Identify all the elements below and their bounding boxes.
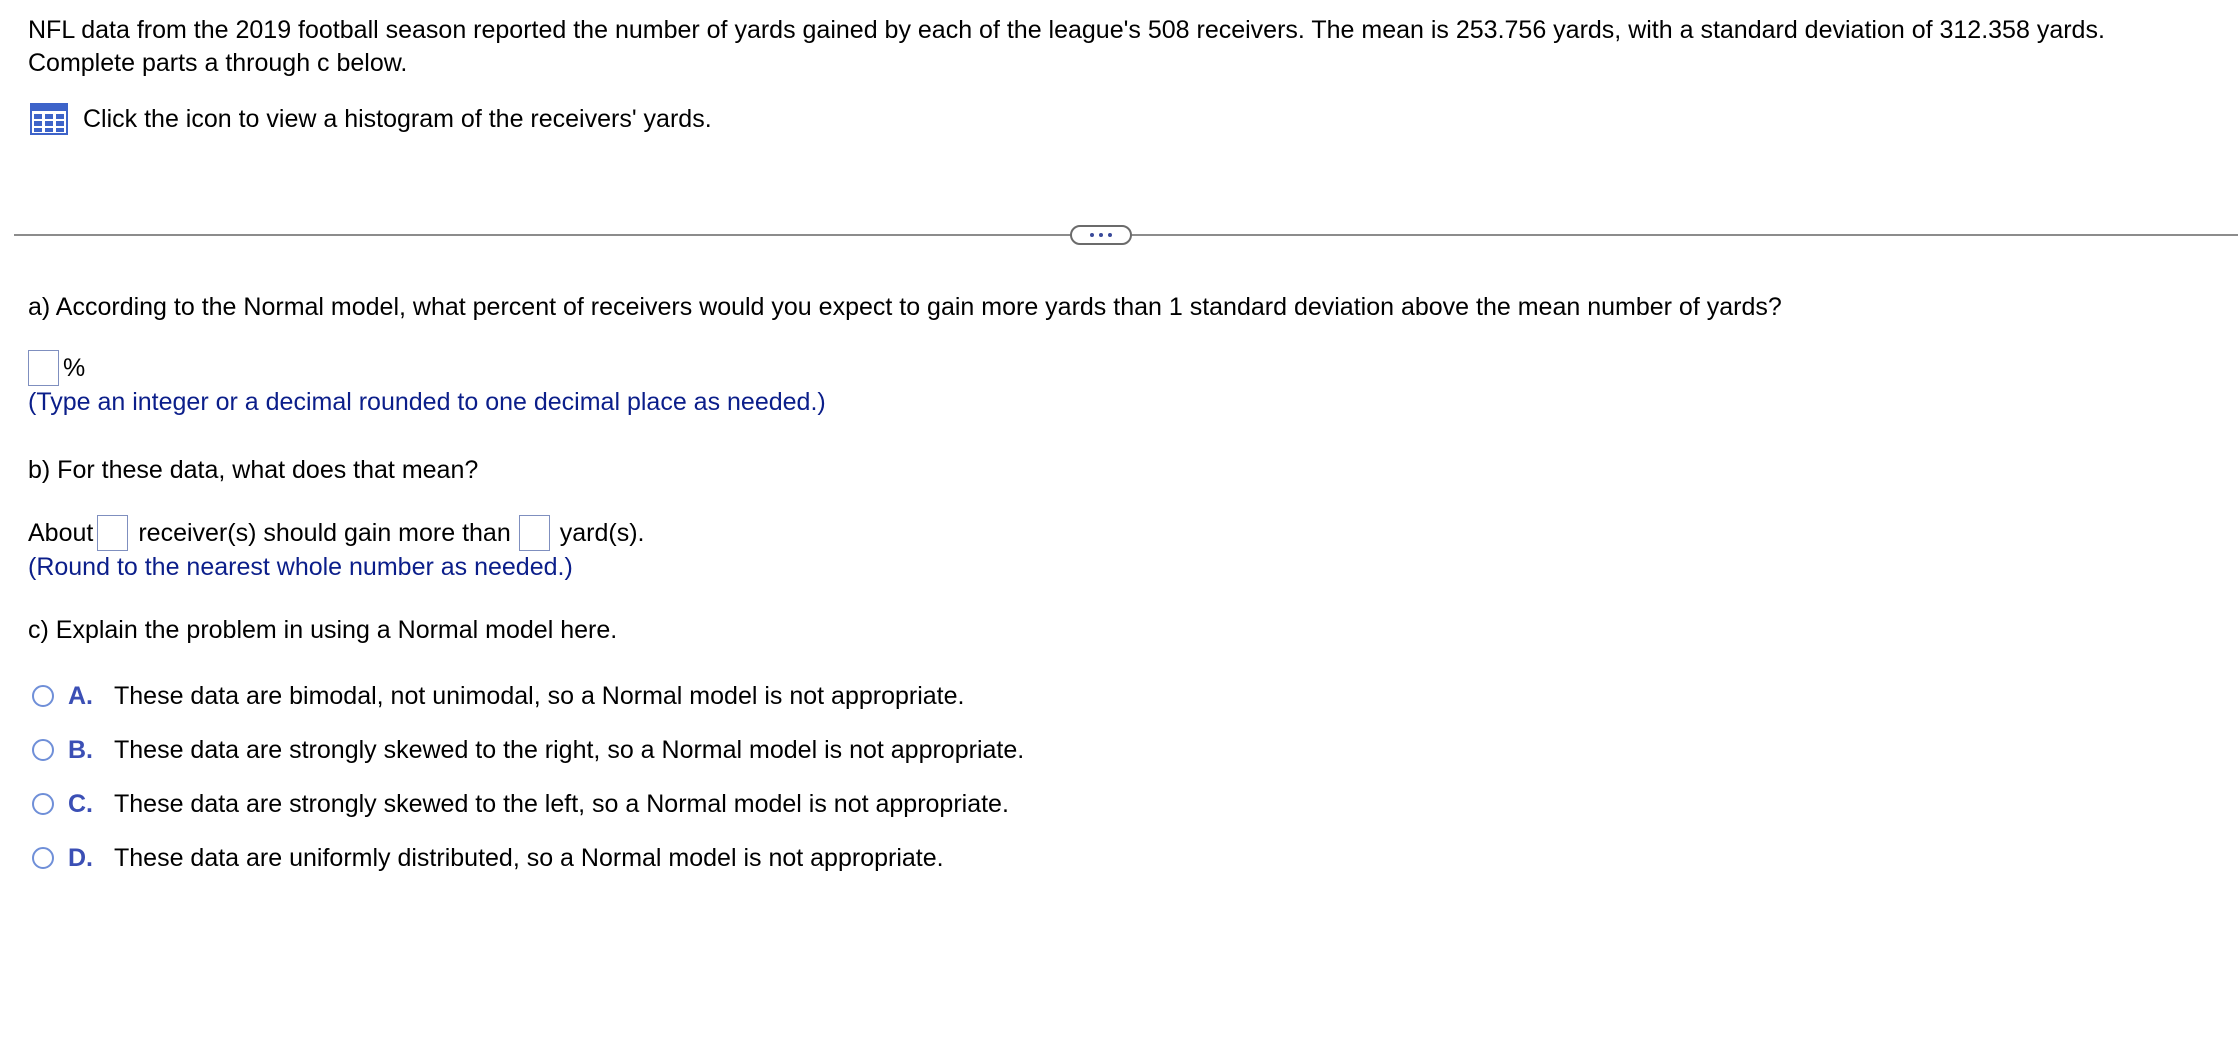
part-b-hint: (Round to the nearest whole number as needed.) — [28, 553, 573, 582]
choice-text: These data are bimodal, not unimodal, so a Normal model is not appropriate. — [114, 681, 965, 710]
choice-text: These data are strongly skewed to the right, so a Normal model is not appropriate. — [114, 735, 1025, 764]
part-b-answer-row — [28, 515, 2218, 551]
choice-letter: C. — [68, 789, 93, 818]
choice-text: These data are strongly skewed to the left, so a Normal model is not appropriate. — [114, 789, 1009, 818]
choice-c[interactable] — [28, 777, 1009, 831]
intro-line-2: Complete parts a through c below. — [28, 49, 408, 78]
problem-statement — [28, 14, 2218, 136]
choice-d[interactable] — [28, 831, 944, 885]
part-a-hint: (Type an integer or a decimal rounded to one decimal place as needed.) — [28, 388, 826, 417]
part-b-text-end: yard(s). — [559, 518, 645, 547]
part-b-text-middle: receiver(s) should gain more than — [138, 518, 511, 547]
radio-button-icon[interactable] — [32, 847, 54, 869]
part-c-question: c) Explain the problem in using a Normal model here. — [28, 616, 618, 644]
histogram-link[interactable] — [28, 103, 712, 136]
dot-icon — [1099, 233, 1103, 237]
intro-text — [28, 14, 2218, 81]
intro-line-1: NFL data from the 2019 football season reported the number of yards gained by each of the league's 508 receivers. The mean is 253.756 yards, with a standard deviation of 312.358 yards. — [28, 16, 2105, 44]
part-b — [28, 454, 2218, 585]
choice-list — [28, 669, 2218, 885]
expand-more-button[interactable] — [1070, 225, 1132, 245]
percent-unit: % — [63, 353, 86, 382]
choice-text: These data are uniformly distributed, so a Normal model is not appropriate. — [114, 843, 944, 872]
part-c — [28, 614, 2218, 885]
yards-input[interactable] — [519, 515, 550, 551]
dot-icon — [1090, 233, 1094, 237]
choice-a[interactable] — [28, 669, 964, 723]
radio-button-icon[interactable] — [32, 793, 54, 815]
radio-button-icon[interactable] — [32, 739, 54, 761]
histogram-link-text: Click the icon to view a histogram of the receivers' yards. — [83, 104, 712, 133]
part-a — [28, 291, 2218, 420]
choice-letter: A. — [68, 681, 93, 710]
percent-answer-input[interactable] — [28, 350, 59, 386]
part-a-answer-row — [28, 350, 2218, 386]
choice-letter: B. — [68, 735, 93, 764]
part-b-question: b) For these data, what does that mean? — [28, 456, 479, 484]
radio-button-icon[interactable] — [32, 685, 54, 707]
part-b-text-about: About — [28, 518, 94, 547]
part-a-question: a) According to the Normal model, what percent of receivers would you expect to gain more yards than 1 standard deviation above the mean number of yards? — [28, 293, 1782, 321]
choice-b[interactable] — [28, 723, 1024, 777]
dot-icon — [1108, 233, 1112, 237]
choice-letter: D. — [68, 843, 93, 872]
receivers-count-input[interactable] — [97, 515, 128, 551]
table-grid-icon[interactable] — [30, 103, 68, 135]
